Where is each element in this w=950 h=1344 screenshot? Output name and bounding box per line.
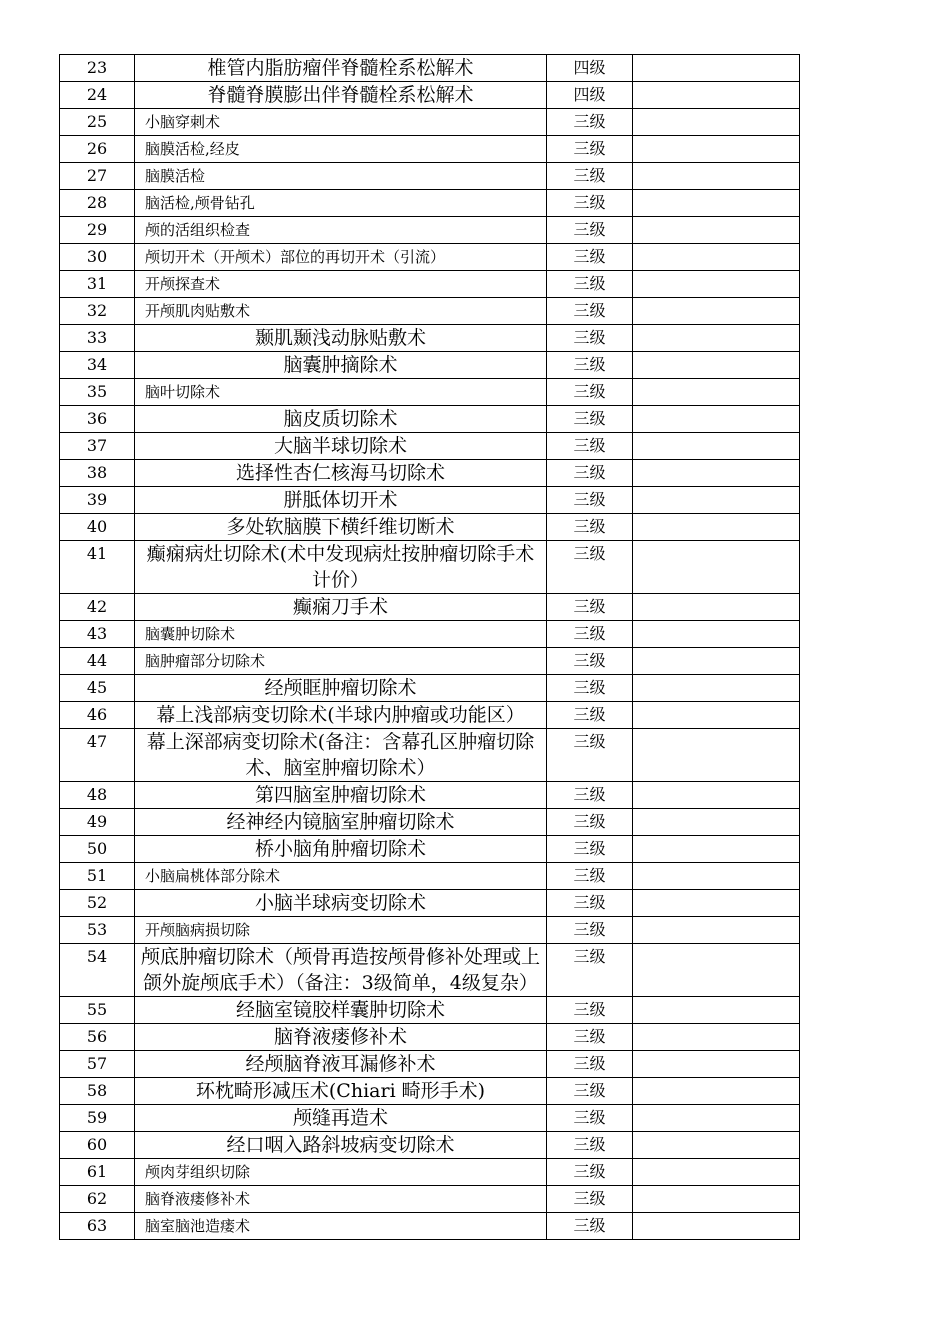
procedure-name: 幕上深部病变切除术(备注：含幕孔区肿瘤切除术、脑室肿瘤切除术） xyxy=(135,729,547,782)
procedure-level: 三级 xyxy=(547,244,633,271)
row-number: 47 xyxy=(60,729,135,782)
procedure-level: 三级 xyxy=(547,917,633,944)
empty-cell xyxy=(633,136,800,163)
table-row xyxy=(60,325,800,352)
row-number: 31 xyxy=(60,271,135,298)
procedure-name: 脑皮质切除术 xyxy=(135,406,547,433)
table-row xyxy=(60,782,800,809)
table-row xyxy=(60,82,800,109)
row-number: 60 xyxy=(60,1132,135,1159)
procedure-level: 三级 xyxy=(547,621,633,648)
row-number: 63 xyxy=(60,1213,135,1240)
empty-cell xyxy=(633,406,800,433)
empty-cell xyxy=(633,190,800,217)
procedure-level: 三级 xyxy=(547,890,633,917)
table-row xyxy=(60,836,800,863)
table-row xyxy=(60,1051,800,1078)
table-row xyxy=(60,702,800,729)
empty-cell xyxy=(633,298,800,325)
row-number: 61 xyxy=(60,1159,135,1186)
procedure-level: 三级 xyxy=(547,863,633,890)
procedure-name: 颞肌颞浅动脉贴敷术 xyxy=(135,325,547,352)
empty-cell xyxy=(633,1159,800,1186)
row-number: 33 xyxy=(60,325,135,352)
procedure-name: 经颅脑脊液耳漏修补术 xyxy=(135,1051,547,1078)
procedure-level: 三级 xyxy=(547,460,633,487)
procedure-name: 脑叶切除术 xyxy=(135,379,547,406)
procedure-name: 小脑扁桃体部分除术 xyxy=(135,863,547,890)
procedure-name: 颅底肿瘤切除术（颅骨再造按颅骨修补处理或上颌外旋颅底手术）（备注：3级简单，4级复杂） xyxy=(135,944,547,997)
procedure-name: 脑囊肿切除术 xyxy=(135,621,547,648)
row-number: 38 xyxy=(60,460,135,487)
table-row xyxy=(60,298,800,325)
procedure-name: 大脑半球切除术 xyxy=(135,433,547,460)
procedure-level: 三级 xyxy=(547,944,633,997)
table-row xyxy=(60,1213,800,1240)
procedure-name: 选择性杏仁核海马切除术 xyxy=(135,460,547,487)
procedure-level: 三级 xyxy=(547,190,633,217)
row-number: 49 xyxy=(60,809,135,836)
row-number: 59 xyxy=(60,1105,135,1132)
procedure-level: 三级 xyxy=(547,997,633,1024)
procedure-name: 脑膜活检,经皮 xyxy=(135,136,547,163)
procedure-level: 三级 xyxy=(547,1213,633,1240)
row-number: 46 xyxy=(60,702,135,729)
procedure-name: 脑肿瘤部分切除术 xyxy=(135,648,547,675)
procedure-name: 脑室脑池造瘘术 xyxy=(135,1213,547,1240)
table-row xyxy=(60,55,800,82)
row-number: 28 xyxy=(60,190,135,217)
row-number: 42 xyxy=(60,594,135,621)
empty-cell xyxy=(633,729,800,782)
table-row xyxy=(60,136,800,163)
procedure-level: 三级 xyxy=(547,379,633,406)
row-number: 44 xyxy=(60,648,135,675)
row-number: 35 xyxy=(60,379,135,406)
procedure-level: 三级 xyxy=(547,406,633,433)
table-row xyxy=(60,648,800,675)
empty-cell xyxy=(633,1105,800,1132)
procedure-level: 三级 xyxy=(547,1105,633,1132)
empty-cell xyxy=(633,379,800,406)
procedure-name: 第四脑室肿瘤切除术 xyxy=(135,782,547,809)
empty-cell xyxy=(633,863,800,890)
table-row xyxy=(60,244,800,271)
procedure-level: 三级 xyxy=(547,594,633,621)
procedure-level: 三级 xyxy=(547,163,633,190)
procedure-name: 开颅探查术 xyxy=(135,271,547,298)
procedure-name: 脑膜活检 xyxy=(135,163,547,190)
procedure-name: 小脑半球病变切除术 xyxy=(135,890,547,917)
procedure-level: 三级 xyxy=(547,1186,633,1213)
table-row xyxy=(60,890,800,917)
row-number: 27 xyxy=(60,163,135,190)
row-number: 29 xyxy=(60,217,135,244)
procedure-name: 脑脊液瘘修补术 xyxy=(135,1024,547,1051)
table-row xyxy=(60,433,800,460)
procedure-level: 三级 xyxy=(547,541,633,594)
procedure-name: 开颅脑病损切除 xyxy=(135,917,547,944)
procedure-table-body xyxy=(60,55,800,1240)
procedure-level: 三级 xyxy=(547,1078,633,1105)
row-number: 26 xyxy=(60,136,135,163)
row-number: 23 xyxy=(60,55,135,82)
empty-cell xyxy=(633,997,800,1024)
empty-cell xyxy=(633,55,800,82)
empty-cell xyxy=(633,1078,800,1105)
row-number: 48 xyxy=(60,782,135,809)
procedure-level: 三级 xyxy=(547,729,633,782)
row-number: 58 xyxy=(60,1078,135,1105)
procedure-name: 多处软脑膜下横纤维切断术 xyxy=(135,514,547,541)
table-row xyxy=(60,621,800,648)
procedure-name: 开颅肌肉贴敷术 xyxy=(135,298,547,325)
empty-cell xyxy=(633,944,800,997)
table-row xyxy=(60,163,800,190)
row-number: 25 xyxy=(60,109,135,136)
empty-cell xyxy=(633,702,800,729)
procedure-level: 四级 xyxy=(547,55,633,82)
procedure-level: 三级 xyxy=(547,809,633,836)
table-row xyxy=(60,190,800,217)
procedure-level: 三级 xyxy=(547,702,633,729)
procedure-name: 椎管内脂肪瘤伴脊髓栓系松解术 xyxy=(135,55,547,82)
empty-cell xyxy=(633,325,800,352)
empty-cell xyxy=(633,836,800,863)
procedure-name: 脑脊液瘘修补术 xyxy=(135,1186,547,1213)
empty-cell xyxy=(633,244,800,271)
empty-cell xyxy=(633,514,800,541)
procedure-level: 三级 xyxy=(547,1024,633,1051)
empty-cell xyxy=(633,109,800,136)
procedure-level: 三级 xyxy=(547,352,633,379)
procedure-level: 三级 xyxy=(547,217,633,244)
row-number: 53 xyxy=(60,917,135,944)
procedure-table xyxy=(59,54,800,1240)
procedure-name: 幕上浅部病变切除术(半球内肿瘤或功能区） xyxy=(135,702,547,729)
row-number: 43 xyxy=(60,621,135,648)
table-row xyxy=(60,1186,800,1213)
procedure-level: 三级 xyxy=(547,298,633,325)
table-row xyxy=(60,1078,800,1105)
table-row xyxy=(60,406,800,433)
procedure-level: 三级 xyxy=(547,648,633,675)
procedure-level: 三级 xyxy=(547,675,633,702)
table-row xyxy=(60,1159,800,1186)
procedure-level: 三级 xyxy=(547,136,633,163)
empty-cell xyxy=(633,352,800,379)
procedure-name: 癫痫刀手术 xyxy=(135,594,547,621)
row-number: 36 xyxy=(60,406,135,433)
procedure-name: 脑囊肿摘除术 xyxy=(135,352,547,379)
empty-cell xyxy=(633,217,800,244)
table-row xyxy=(60,863,800,890)
procedure-level: 四级 xyxy=(547,82,633,109)
row-number: 45 xyxy=(60,675,135,702)
procedure-level: 三级 xyxy=(547,1159,633,1186)
table-row xyxy=(60,1105,800,1132)
empty-cell xyxy=(633,1186,800,1213)
procedure-level: 三级 xyxy=(547,514,633,541)
procedure-name: 桥小脑角肿瘤切除术 xyxy=(135,836,547,863)
empty-cell xyxy=(633,163,800,190)
procedure-level: 三级 xyxy=(547,1051,633,1078)
empty-cell xyxy=(633,1024,800,1051)
procedure-name: 脊髓脊膜膨出伴脊髓栓系松解术 xyxy=(135,82,547,109)
procedure-level: 三级 xyxy=(547,487,633,514)
table-row xyxy=(60,217,800,244)
procedure-name: 经颅眶肿瘤切除术 xyxy=(135,675,547,702)
empty-cell xyxy=(633,890,800,917)
table-row xyxy=(60,352,800,379)
row-number: 39 xyxy=(60,487,135,514)
row-number: 55 xyxy=(60,997,135,1024)
empty-cell xyxy=(633,1132,800,1159)
procedure-name: 胼胝体切开术 xyxy=(135,487,547,514)
empty-cell xyxy=(633,541,800,594)
empty-cell xyxy=(633,271,800,298)
procedure-name: 经神经内镜脑室肿瘤切除术 xyxy=(135,809,547,836)
empty-cell xyxy=(633,433,800,460)
row-number: 32 xyxy=(60,298,135,325)
procedure-level: 三级 xyxy=(547,433,633,460)
row-number: 37 xyxy=(60,433,135,460)
table-row xyxy=(60,917,800,944)
row-number: 41 xyxy=(60,541,135,594)
empty-cell xyxy=(633,648,800,675)
procedure-name: 颅的活组织检查 xyxy=(135,217,547,244)
row-number: 54 xyxy=(60,944,135,997)
procedure-level: 三级 xyxy=(547,109,633,136)
row-number: 50 xyxy=(60,836,135,863)
row-number: 34 xyxy=(60,352,135,379)
procedure-name: 颅缝再造术 xyxy=(135,1105,547,1132)
table-row xyxy=(60,1024,800,1051)
row-number: 57 xyxy=(60,1051,135,1078)
empty-cell xyxy=(633,621,800,648)
row-number: 24 xyxy=(60,82,135,109)
row-number: 30 xyxy=(60,244,135,271)
row-number: 56 xyxy=(60,1024,135,1051)
procedure-level: 三级 xyxy=(547,782,633,809)
empty-cell xyxy=(633,594,800,621)
table-row xyxy=(60,675,800,702)
procedure-level: 三级 xyxy=(547,271,633,298)
table-row xyxy=(60,729,800,782)
procedure-name: 小脑穿刺术 xyxy=(135,109,547,136)
procedure-level: 三级 xyxy=(547,1132,633,1159)
table-row xyxy=(60,1132,800,1159)
procedure-name: 经脑室镜胶样囊肿切除术 xyxy=(135,997,547,1024)
procedure-level: 三级 xyxy=(547,325,633,352)
procedure-name: 颅肉芽组织切除 xyxy=(135,1159,547,1186)
empty-cell xyxy=(633,460,800,487)
table-row xyxy=(60,109,800,136)
empty-cell xyxy=(633,487,800,514)
table-row xyxy=(60,514,800,541)
row-number: 40 xyxy=(60,514,135,541)
empty-cell xyxy=(633,809,800,836)
table-row xyxy=(60,460,800,487)
procedure-name: 颅切开术（开颅术）部位的再切开术（引流） xyxy=(135,244,547,271)
procedure-name: 癫痫病灶切除术(术中发现病灶按肿瘤切除手术计价） xyxy=(135,541,547,594)
empty-cell xyxy=(633,917,800,944)
procedure-name: 环枕畸形减压术(Chiari 畸形手术) xyxy=(135,1078,547,1105)
table-row xyxy=(60,944,800,997)
empty-cell xyxy=(633,782,800,809)
empty-cell xyxy=(633,1213,800,1240)
table-row xyxy=(60,809,800,836)
procedure-name: 经口咽入路斜坡病变切除术 xyxy=(135,1132,547,1159)
empty-cell xyxy=(633,82,800,109)
table-row xyxy=(60,271,800,298)
table-row xyxy=(60,997,800,1024)
row-number: 52 xyxy=(60,890,135,917)
procedure-name: 脑活检,颅骨钻孔 xyxy=(135,190,547,217)
table-row xyxy=(60,487,800,514)
table-row xyxy=(60,541,800,594)
table-row xyxy=(60,594,800,621)
empty-cell xyxy=(633,1051,800,1078)
procedure-level: 三级 xyxy=(547,836,633,863)
row-number: 51 xyxy=(60,863,135,890)
table-row xyxy=(60,379,800,406)
empty-cell xyxy=(633,675,800,702)
row-number: 62 xyxy=(60,1186,135,1213)
